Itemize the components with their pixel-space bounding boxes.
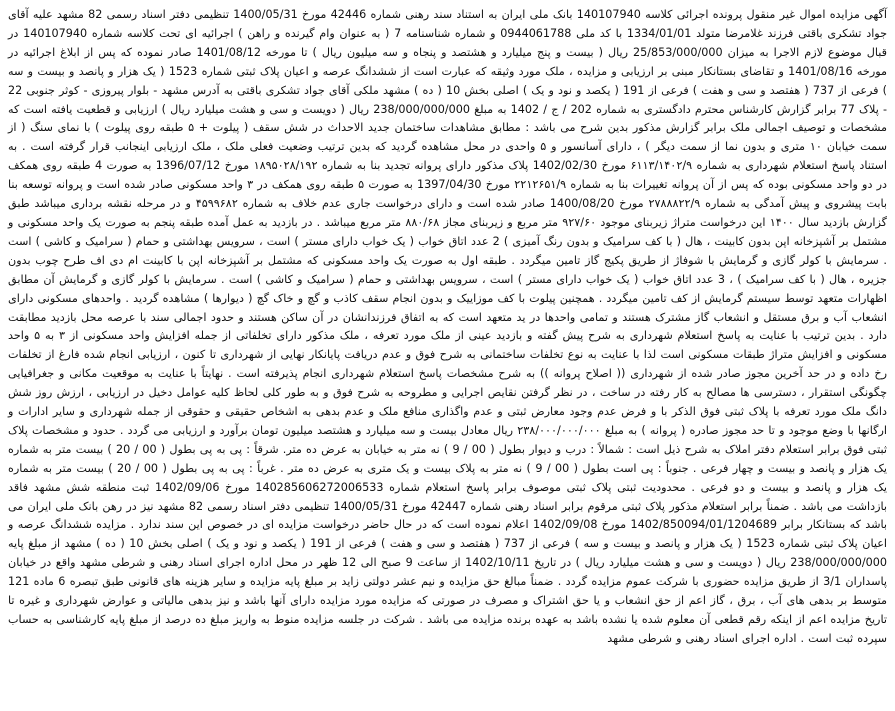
auction-notice-text: آگهی مزایده اموال غیر منقول پرونده اجرائی کلاسه 140107940 بانک ملی ایران به استناد سند رهنی شماره 42446 مورخ 1400/05/31 تنظیمی دفتر اسناد رسمی 82 مشهد علیه آقای جواد تشکری باقتی فرزند غلامرضا متولد 1334/01/01 با کد ملی 0944061788 و شماره شناسنامه 7 ( به عنوان وام گیرنده و راهن ) اجرائیه ای تحت کلاسه شماره 140107940 در قبال موضوع لازم الاجرا به میزان 25/853/000/000 ریال ( بیست و پنج میلیارد و هشتصد و پنجاه و سه میلیون ریال ) تا مورخه 1401/08/12 صادر نموده که پس از ابلاغ اجرائیه در مورخه 1401/08/16 و تقاضای بستانکار مبنی بر ارزیابی و مزایده ، ملک مورد وثیقه که عبارت است از ششدانگ عرصه و اعیان پلاک ثبتی شماره 1523 ( یک هزار و پانصد و بیست و سه ) فرعی از 737 ( هفتصد و سی و هفت ) فرعی از 191 ( یکصد و نود و یک ) اصلی بخش 10 ( ده ) مشهد ملکی آقای جواد تشکری باقتی به آدرس مشهد - بلوار پیروزی - کوثر جنوبی 22 - پلاک 77 برابر گزارش کارشناس محترم دادگستری به شماره 202 / ج / 1402 به مبلغ 238/000/000/000 ریال ( دویست و سی و هشت میلیارد ریال ) ارزیابی و قطعیت یافته است که مشخصات و توصیف اجمالی ملک برابر گزارش مذکور بدین شرح می باشد : مطابق مشاهدات ساختمان جدید الاحداث در شش سقف ( پیلوت + ۵ طبقه روی پیلوت ) با نمای سنگ ( از سمت خیابان ۱۰ متری و بدون نما از سمت دیگر ) ، دارای آسانسور و ۵ واحدی در محل مشاهده گردید که بدین ترتیب وضعیت فعلی ملک ، ملک ارزیابی اینجانب قرار گرفته است . به استناد پاسخ استعلام شهرداری به شماره ۶۱۱۳/۱۴۰۲/۹ مورخ 1402/02/30 پلاک مذکور دارای پروانه تجدید بنا به شماره ۱۸۹۵۰۲۸/۱۹۲ مورخ 1396/07/12 به صورت 4 طبقه روی همکف در دو واحد مسکونی بوده که پس از آن پروانه تغییرات بنا به شماره ۲۲۱۲۶۵۱/۹ مورخ 1397/04/30 به صورت ۵ طبقه روی همکف در ۳ واحد مسکونی صادر شده است و پروانه توسعه بنا بابت پیشروی و پیش آمدگی به شماره ۲۷۸۸۸۲۲/۹ مورخ 1400/08/20 صادر شده است و دارای درخواست جاری عدم خلاف به شماره ۴۵۹۹۶۸۲ و در مرحله نقشه برداری میباشد طبق گزارش بازدید سال ۱۴۰۰ این درخواست متراژ زیربنای موجود ۹۲۷/۶۰ متر مربع و زیربنای مجاز ۸۸۰/۶۸ متر مربع میباشد . در بازدید به عمل آمده طبقه پنجم به صورت یک واحد مسکونی و مشتمل بر آشپزخانه اپن بدون کابینت ، هال ( با کف سرامیک و بدون رنگ آمیزی ) 2 عدد اتاق خواب ( یک خواب دارای مستر ) است ، سرویس بهداشتی و حمام ( سرامیک و کاشی ) است . سرمایش با کولر گازی و گرمایش با شوفاژ از طریق پکیج گاز تامین میگردد . طبقه اول به صورت یک واحد مسکونی که مشتمل بر آشپزخانه اپن با کابینت ام دی اف طرح چوب بدون جزیره ، هال ( با کف سرامیک ) ، 3 عدد اتاق خواب ( یک خواب دارای مستر ) است ، سرویس بهداشتی و حمام ( سرامیک و کاشی ) است . سرمایش با کولر گازی و گرمایش آن مطابق اظهارات متعهد توسط سیستم گرمایش از کف تامین میگردد . همچنین پیلوت با کف موزاییک و بدون انجام سقف کاذب و گچ و خاک گچ ( دیوارها ) مشاهده گردید . واحدهای مسکونی دارای انشعاب آب و برق مستقل و انشعاب گاز مشترک هستند و تمامی واحدها در ید متعهد است که به اتفاق فرزندانشان در آن ساکن هستند و حدود اجمالی سند با عرصه محل بازدید مطابقت دارد . بدین ترتیب با عنایت به پاسخ استعلام شهرداری به شرح پیش گفته و بازدید عینی از ملک مورد تعرفه ، ملک مذکور دارای تخلفاتی از جمله افزایش واحد مسکونی از ۳ به ۵ واحد مسکونی و افزایش متراژ طبقات مسکونی است لذا با عنایت به نوع تخلفات ساختمانی به شرح فوق و عدم دریافت پایانکار نهایی از شهرداری تا کنون ، ارزیابی انجام شده فارغ از تخلفات رخ داده و در حد آخرین مجوز صادر شده از شهرداری (( اصلاح پروانه )) به شرح مشخصات پاسخ استعلام شهرداری انجام پذیرفته است . نهایتاً با عنایت به موقعیت مکانی و جغرافیایی چگونگی استقرار ، دسترسی ها مصالح به کار رفته در ساخت ، در نظر گرفتن نقایص اجرایی و مطروحه به شرح فوق و به طور کلی لحاظ کلیه عوامل دخیل در ارزیابی ، ارزش روز شش دانگ ملک مورد تعرفه با پلاک ثبتی فوق الذکر با و فرض عدم وجود معارض ثبتی و عدم واگذاری منافع ملک و عدم بدهی به اشخاص حقیقی و حقوقی از جمله شهرداری و سایر ادارات و ارگانها با وضع موجود و تا حد مجوز صادره ( پروانه ) به مبلغ ۲۳۸/۰۰۰/۰۰۰/۰۰۰ ریال معادل بیست و سه میلیارد و هشتصد میلیون تومان برآورد و ارزیابی می گردد . حدود و مشخصات پلاک ثبتی فوق برابر استعلام دفتر املاک به شرح ذیل است : شمالاً : درب و دیوار بطول ( 00 / 9 ) نه متر به خیابان به عرض ده متر. شرقاً : پی به پی بطول ( 00 / 20 ) بیست متر به شماره یک هزار و پانصد و بیست و چهار فرعی . جنوباً : پی است بطول ( 00 / 9 ) نه متر به پلاک بیست و یک متری به عرض ده متر . غرباً : پی به پی بطول ( 00 / 20 ) بیست متر به شماره یک هزار و پانصد و بیست و دو فرعی . محدودیت ثبتی پلاک ثبتی موصوف برابر پاسخ استعلام شماره 140285606272006533 مورخ 1402/09/06 ثبت منطقه شش مشهد فاقد بازداشت می باشد . ضمناً برابر استعلام مذکور پلاک ثبتی مرقوم برابر اسناد رهنی شماره 42447 مورخ 1400/05/31 تنظیمی دفتر اسناد رسمی 82 مشهد نیز در رهن بانک ملی ایران می باشد که بستانکار برابر 1402/850094/01/1204689 مورخ 1402/09/08 اعلام نموده است که در حال حاضر درخواست مزایده ای در خصوص این سند ندارد . مزایده ششدانگ عرصه و اعیان پلاک ثبتی شماره 1523 ( یک هزار و پانصد و بیست و سه ) فرعی از 737 ( هفتصد و سی و هفت ) فرعی از 191 ( یکصد و نود و یک ) اصلی بخش 10 ( ده ) مشهد از مبلغ پایه 238/000/000/000 ریال ( دویست و سی و هشت میلیارد ریال ) در تاریخ 1402/10/11 از ساعت 9 صبح الی 12 ظهر در محل اداره اجرای اسناد رهنی و شرطی مشهد واقع در خیابان پاسداران 3/1 از طریق مزایده حضوری با شرکت عموم مزایده گردد . ضمناً مبالغ حق مزایده و نیم عشر دولتی زاید بر مبلغ پایه مزایده و سایر هزینه های قانونی طبق تبصره 6 ماده 121 متوسط بر بدهی های آب ، برق ، گاز اعم از حق انشعاب و یا حق اشتراک و مصرف در صورتی که مزایده مورد مزایده دارای آنها باشد و نیز بدهی مالیاتی و عوارض شهرداری و غیره تا تاریخ مزایده اعم از اینکه رقم قطعی آن معلوم شده یا نشده باشد به عهده برنده مزایده می باشد . شرکت در جلسه مزایده منوط به واریز مبلغ ده درصد از مبلغ پایه کارشناسی به حساب سپرده ثبت است . اداره اجرای اسناد رهنی و شرطی مشهد	[8, 8, 888, 645]
